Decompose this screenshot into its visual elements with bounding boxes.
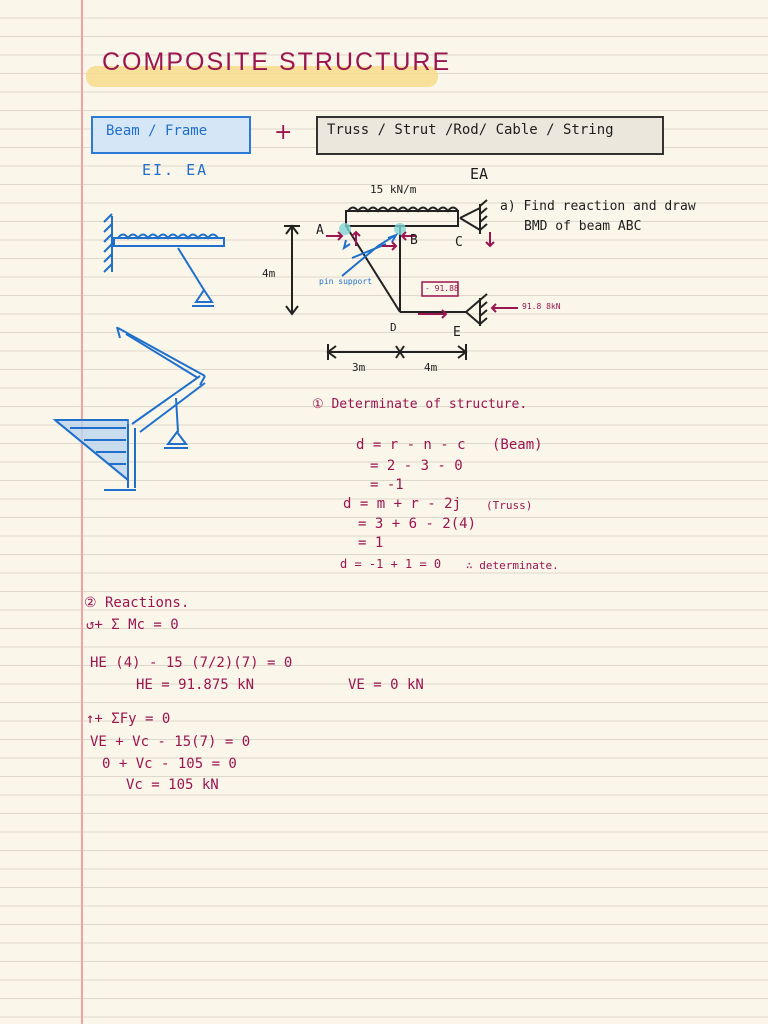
question-line-1: a) Find reaction and draw [500,199,696,214]
height-label: 4m [262,267,276,280]
reaction-line: HE = 91.875 kN [136,677,255,693]
node-b-label: B [410,233,418,248]
page-title: COMPOSITE STRUCTURE [102,48,452,76]
he-force-label: 91.8 8kN [522,302,561,311]
reactions-heading: ② Reactions. [84,595,190,611]
node-e-label: E [453,325,461,340]
node-a-label: A [316,223,324,238]
det-line: d = -1 + 1 = 0 [340,557,442,571]
reaction-line: VE = 0 kN [348,677,424,693]
reaction-line: ↺+ Σ Mc = 0 [86,617,179,633]
det-line: d = m + r - 2j [343,496,462,512]
det-line: = -1 [370,477,404,493]
det-line: (Beam) [492,437,543,453]
reaction-line: ↑+ ΣFy = 0 [86,711,171,727]
det-line: = 1 [358,535,384,551]
determinate-heading: ① Determinate of structure. [312,397,528,412]
question-line-2: BMD of beam ABC [524,219,642,234]
reaction-line: Vc = 105 kN [126,777,219,793]
beam-frame-label: Beam / Frame [106,123,208,139]
reaction-line: VE + Vc - 15(7) = 0 [90,734,251,750]
det-line: = 2 - 3 - 0 [370,458,463,474]
det-line: ∴ determinate. [466,559,559,572]
dim-4m-label: 4m [424,361,438,374]
ei-ea-label: EI. EA [142,161,209,179]
reaction-line: 0 + Vc - 105 = 0 [102,756,237,772]
node-d-label: D [390,321,397,334]
cantilever-sketch [104,214,224,306]
frame-sketch [55,327,205,490]
plus-sign: + [274,120,293,145]
truss-label: Truss / Strut /Rod/ Cable / String [327,122,614,138]
load-label: 15 kN/m [370,183,417,196]
det-line: = 3 + 6 - 2(4) [358,516,477,532]
pin-support-label: pin support [319,277,372,286]
node-c-label: C [455,235,463,250]
member-force-label: - 91.88 [425,284,459,293]
det-line: d = r - n - c [356,437,466,453]
dim-3m-label: 3m [352,361,366,374]
reaction-line: HE (4) - 15 (7/2)(7) = 0 [90,655,293,671]
det-line: (Truss) [486,499,533,512]
ea-label: EA [470,165,489,183]
